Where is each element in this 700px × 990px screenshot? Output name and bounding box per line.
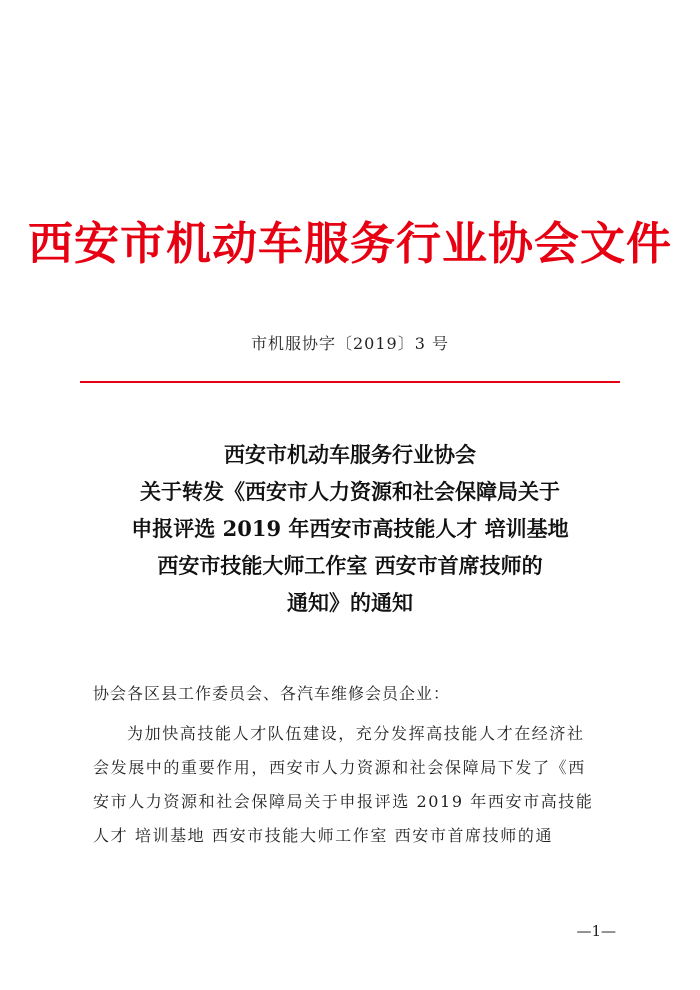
document-number: 市机服协字〔2019〕3 号 — [251, 334, 449, 353]
headline-line: 西安市技能大师工作室 西安市首席技师的 — [157, 553, 543, 578]
body-line: 人才 培训基地 西安市技能大师工作室 西安市首席技师的通 — [93, 826, 554, 845]
headline-line: 申报评选 2019 年西安市高技能人才 培训基地 — [131, 516, 569, 541]
body-line: 安市人力资源和社会保障局关于申报评选 2019 年西安市高技能 — [93, 792, 594, 811]
notice-headline — [60, 436, 640, 621]
body-line: 为加快高技能人才队伍建设，充分发挥高技能人才在经济社 — [127, 724, 585, 743]
page-number: —1— — [576, 922, 616, 940]
red-divider-rule — [80, 381, 620, 383]
salutation: 协会各区县工作委员会、各汽车维修会员企业： — [93, 684, 451, 703]
document-header-title: 西安市机动车服务行业协会文件 — [27, 217, 672, 270]
body-line: 会发展中的重要作用，西安市人力资源和社会保障局下发了《西 — [93, 758, 586, 777]
headline-line: 通知》的通知 — [287, 590, 413, 615]
headline-line: 西安市机动车服务行业协会 — [224, 442, 476, 467]
body-paragraph — [93, 717, 613, 853]
headline-line: 关于转发《西安市人力资源和社会保障局关于 — [140, 479, 560, 504]
